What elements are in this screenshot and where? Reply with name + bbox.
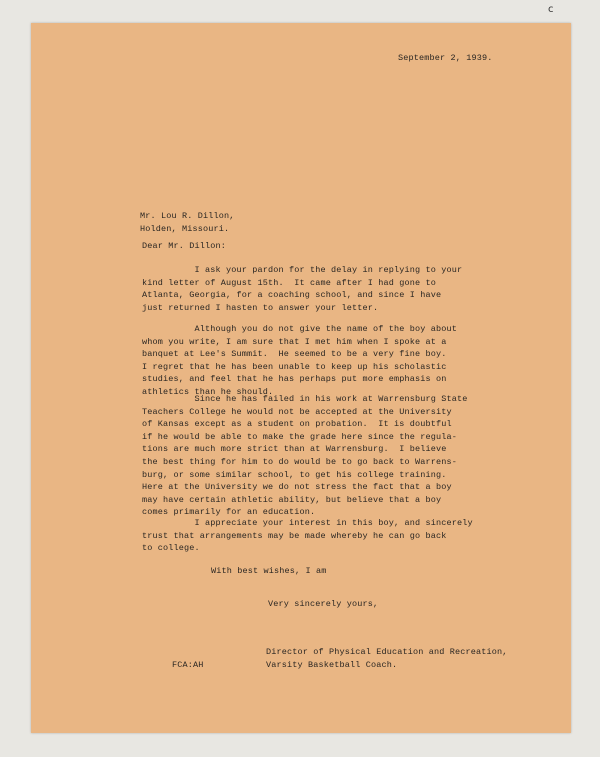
- text-line: if he would be able to make the grade here since the regula-: [142, 431, 458, 442]
- address-line: Holden, Missouri.: [140, 223, 230, 234]
- text-line: trust that arrangements may be made whereby he can go back: [142, 530, 447, 541]
- signature-title: [266, 646, 508, 671]
- text-line: comes primarily for an education.: [142, 507, 316, 518]
- text-line: of Kansas except as a student on probation. It is doubtful: [142, 419, 452, 430]
- text-line: kind letter of August 15th. It came after I had gone to: [142, 277, 437, 288]
- text-line: Since he has failed in his work at Warrensburg State: [142, 394, 468, 404]
- corner-pencil-mark: c: [548, 4, 554, 15]
- paragraph-4: [142, 517, 473, 555]
- title-line: Director of Physical Education and Recreation,: [266, 647, 508, 657]
- text-line: burg, or some similar school, to get his college training.: [142, 469, 447, 480]
- text-line: Although you do not give the name of the boy about: [142, 324, 458, 334]
- paragraph-2: [142, 323, 457, 399]
- reference-initials: FCA:AH: [172, 660, 204, 670]
- text-line: just returned I hasten to answer your letter.: [142, 302, 379, 313]
- text-line: athletics than he should.: [142, 386, 274, 397]
- text-line: I ask your pardon for the delay in replying to your: [142, 265, 463, 275]
- text-line: banquet at Lee's Summit. He seemed to be a very fine boy.: [142, 349, 447, 360]
- text-line: Here at the University we do not stress the fact that a boy: [142, 482, 452, 493]
- address-line: Mr. Lou R. Dillon,: [140, 211, 235, 221]
- recipient-address: [140, 210, 235, 235]
- title-line: Varsity Basketball Coach.: [266, 659, 398, 670]
- best-wishes-line: With best wishes, I am: [211, 566, 327, 576]
- letter-date: September 2, 1939.: [398, 53, 493, 63]
- salutation: Dear Mr. Dillon:: [142, 241, 227, 251]
- text-line: I regret that he has been unable to keep up his scholastic: [142, 361, 447, 372]
- text-line: tions are much more strict than at Warrensburg. I believe: [142, 444, 447, 455]
- text-line: studies, and feel that he has perhaps put more emphasis on: [142, 374, 447, 385]
- text-line: may have certain athletic ability, but believe that a boy: [142, 494, 442, 505]
- text-line: Atlanta, Georgia, for a coaching school, and since I have: [142, 290, 442, 301]
- paragraph-3: [142, 393, 468, 519]
- text-line: whom you write, I am sure that I met him when I spoke at a: [142, 336, 447, 347]
- complimentary-close: Very sincerely yours,: [268, 599, 379, 609]
- text-line: I appreciate your interest in this boy, and sincerely: [142, 518, 473, 528]
- text-line: to college.: [142, 543, 200, 554]
- paragraph-1: [142, 264, 462, 314]
- text-line: the best thing for him to do would be to go back to Warrens-: [142, 456, 458, 467]
- text-line: Teachers College he would not be accepted at the University: [142, 406, 452, 417]
